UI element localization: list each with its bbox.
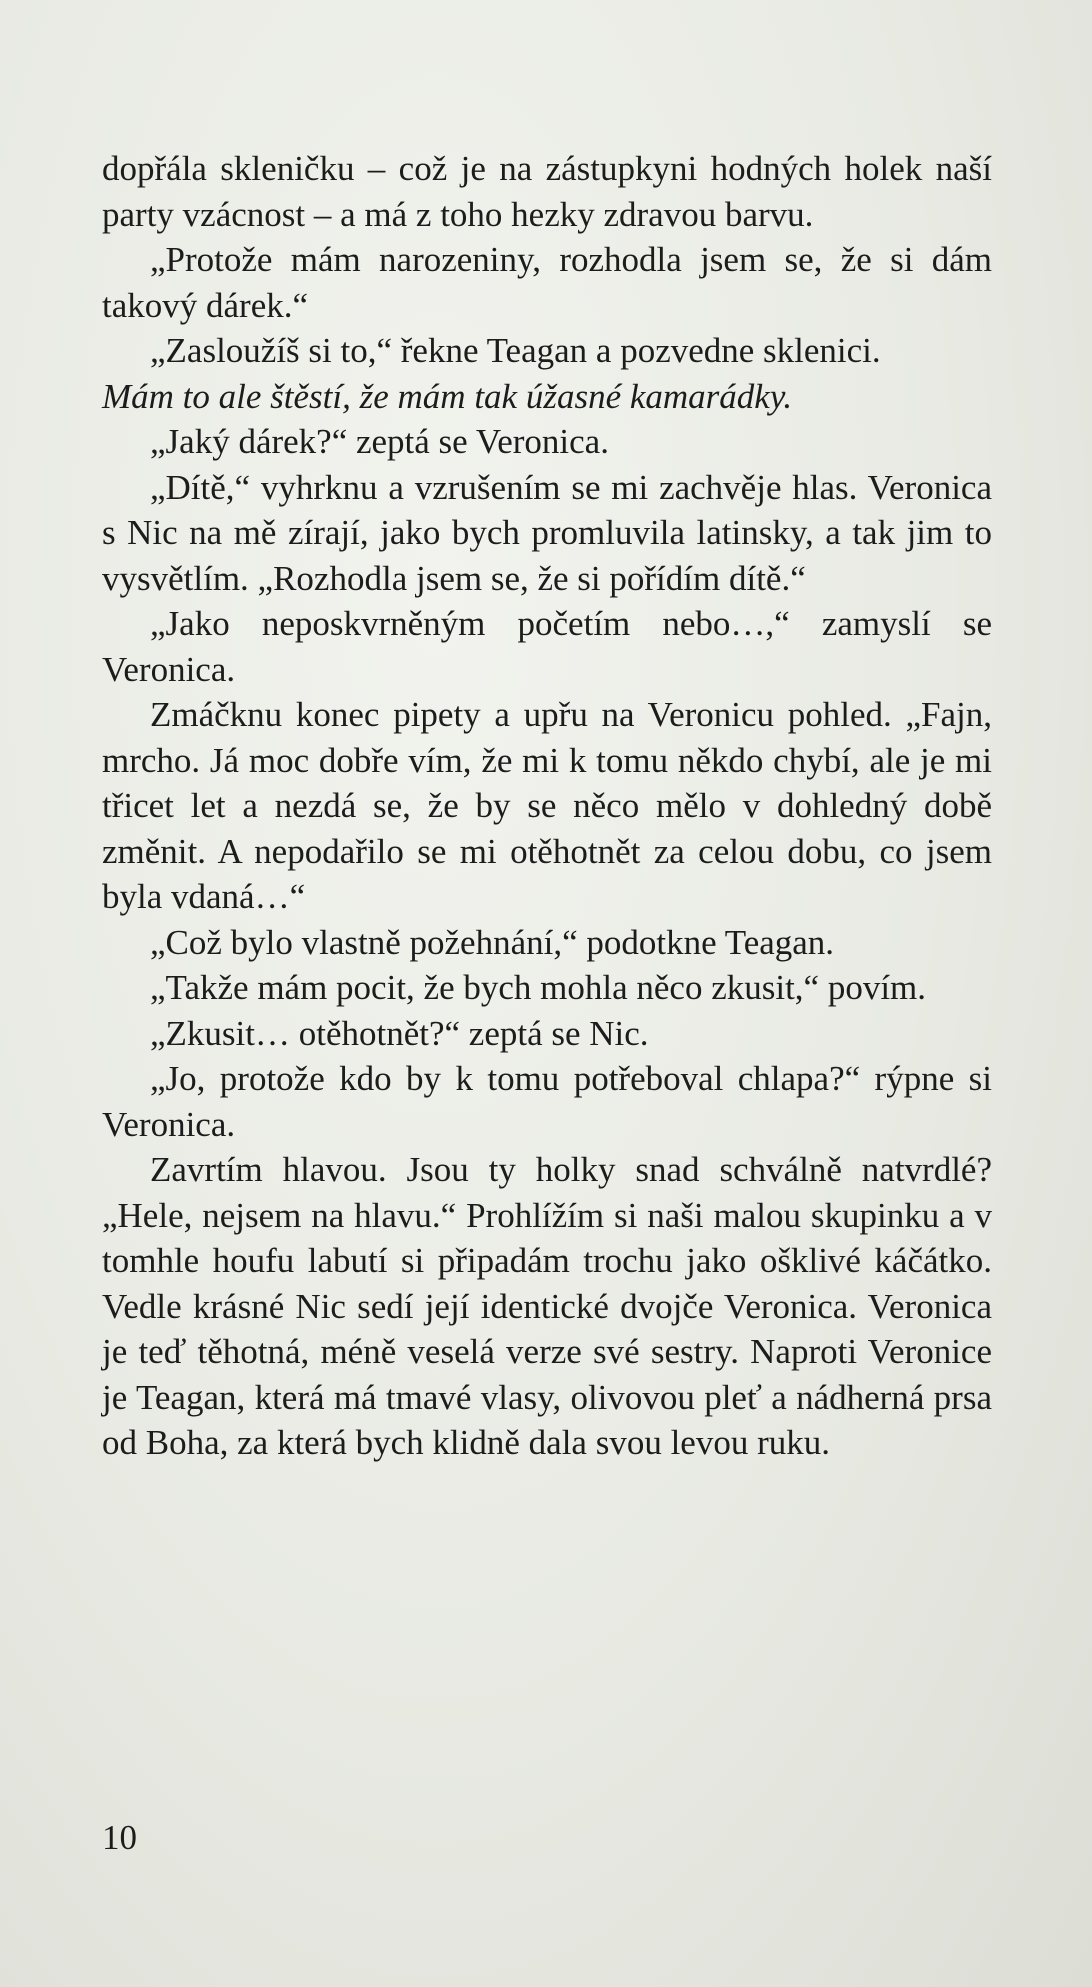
body-text [102,146,992,1466]
paragraph: dopřála skleničku – což je na zástupkyni hodných holek naší party vzácnost – a má z toho hezky zdravou barvu. [102,149,992,234]
paragraph: „Takže mám pocit, že bych mohla něco zkusit,“ povím. [150,968,927,1007]
paragraph: „Jo, protože kdo by k tomu potřeboval chlapa?“ rýpne si Veronica. [102,1059,992,1144]
paragraph: „Protože mám narozeniny, rozhodla jsem se, že si dám takový dárek.“ [102,240,992,325]
paragraph: „Což bylo vlastně požehnání,“ podotkne Teagan. [150,922,835,962]
paragraph: „Zasloužíš si to,“ řekne Teagan a pozvedne sklenici. [150,331,881,370]
paragraph: „Jako neposkvrněným početím nebo…,“ zamyslí se Veronica. [102,604,992,689]
paragraph: „Jaký dárek?“ zeptá se Veronica. [150,422,609,461]
italic-paragraph: Mám to ale štěstí, že mám tak úžasné kamarádky. [102,376,793,416]
page-number: 10 [102,1818,137,1857]
paragraph: Zmáčknu konec pipety a upřu na Veronicu pohled. „Fajn, mrcho. Já moc dobře vím, že mi k tomu někdo chybí, ale je mi třicet let a nezdá se, že by se něco mělo v dohledný době změnit. A nepodařilo se mi otěhotnět za celou dobu, co jsem byla vdaná…“ [102,695,992,916]
paragraph: „Zkusit… otěhotnět?“ zeptá se Nic. [150,1013,649,1053]
paragraph: „Dítě,“ vyhrknu a vzrušením se mi zachvěje hlas. Veronica s Nic na mě zírají, jako bych promluvila latinsky, a tak jim to vysvětlím. „Rozhodla jsem se, že si pořídím dítě.“ [102,467,992,598]
paragraph: Zavrtím hlavou. Jsou ty holky snad schválně natvrdlé? „Hele, nejsem na hlavu.“ Prohlížím si naši malou skupinku a v tomhle houfu labutí si připadám trochu jako ošklivé káčátko. Vedle krásné Nic sedí její identické dvojče Veronica. Veronica je teď těhotná, méně veselá verze své sestry. Naproti Veronice je Teagan, která má tmavé vlasy, olivovou pleť a nádherná prsa od Boha, za která bych klidně dala svou levou ruku. [102,1150,992,1462]
